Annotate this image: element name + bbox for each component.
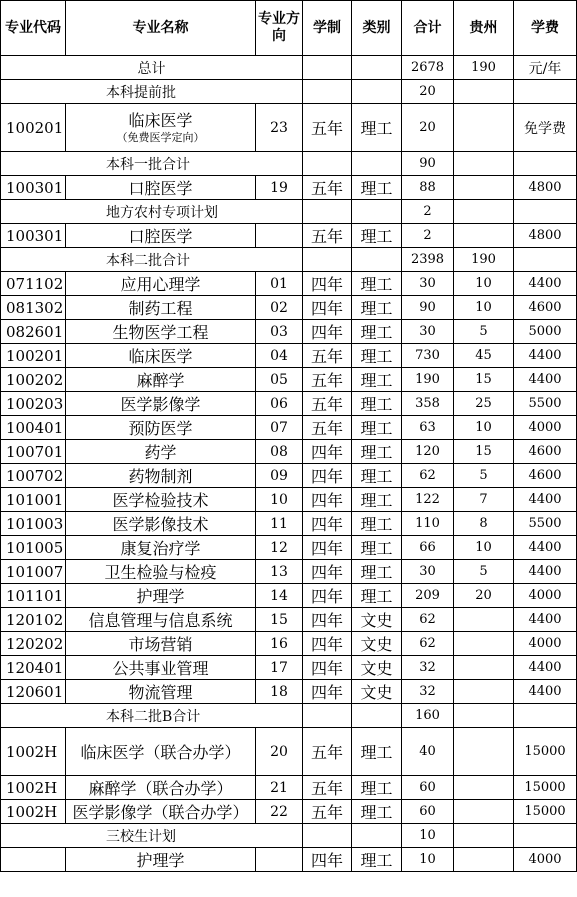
section-label: 三校生计划 [106, 828, 176, 845]
major-total: 190 [402, 368, 454, 392]
major-guizhou [454, 656, 514, 680]
section-fee [514, 704, 577, 728]
table-row [1, 656, 577, 680]
major-fee: 4800 [514, 224, 577, 248]
major-duration: 五年 [303, 416, 352, 440]
major-category: 理工 [352, 464, 402, 488]
major-total: 730 [402, 344, 454, 368]
section-row [1, 824, 577, 848]
major-guizhou: 5 [454, 560, 514, 584]
major-direction: 04 [256, 344, 303, 368]
major-guizhou [454, 608, 514, 632]
major-total: 2 [402, 224, 454, 248]
major-code: 082601 [1, 320, 66, 344]
major-guizhou: 10 [454, 416, 514, 440]
major-total: 120 [402, 440, 454, 464]
header-category: 类别 [352, 1, 402, 56]
header-row [1, 1, 577, 56]
major-fee: 4400 [514, 656, 577, 680]
major-guizhou [454, 800, 514, 824]
major-category: 理工 [352, 320, 402, 344]
major-direction: 17 [256, 656, 303, 680]
major-guizhou [454, 176, 514, 200]
major-category: 理工 [352, 416, 402, 440]
major-direction: 02 [256, 296, 303, 320]
major-name: 药物制剂 [66, 464, 256, 488]
major-fee: 4400 [514, 608, 577, 632]
major-direction: 22 [256, 800, 303, 824]
major-duration: 四年 [303, 464, 352, 488]
major-direction: 10 [256, 488, 303, 512]
major-code: 101001 [1, 488, 66, 512]
major-direction: 09 [256, 464, 303, 488]
table-row [1, 344, 577, 368]
major-total: 30 [402, 560, 454, 584]
major-category: 理工 [352, 272, 402, 296]
table-row [1, 848, 577, 872]
major-total: 60 [402, 800, 454, 824]
major-name-note: （免费医学定向） [116, 130, 205, 144]
major-guizhou: 15 [454, 440, 514, 464]
major-guizhou [454, 632, 514, 656]
major-code [1, 848, 66, 872]
major-total: 30 [402, 272, 454, 296]
major-name: 物流管理 [66, 680, 256, 704]
table-row [1, 488, 577, 512]
major-total: 32 [402, 656, 454, 680]
major-code: 101005 [1, 536, 66, 560]
major-duration: 五年 [303, 800, 352, 824]
section-guizhou [454, 704, 514, 728]
section-label-cell [1, 80, 303, 104]
major-fee: 免学费 [514, 104, 577, 152]
header-total: 合计 [402, 1, 454, 56]
table-row [1, 680, 577, 704]
major-direction: 06 [256, 392, 303, 416]
major-total: 40 [402, 728, 454, 776]
major-name: 制药工程 [66, 296, 256, 320]
major-duration: 四年 [303, 440, 352, 464]
major-total: 209 [402, 584, 454, 608]
major-duration: 四年 [303, 296, 352, 320]
section-duration [303, 248, 352, 272]
section-duration [303, 704, 352, 728]
major-total: 66 [402, 536, 454, 560]
major-name: 卫生检验与检疫 [66, 560, 256, 584]
major-fee: 5000 [514, 320, 577, 344]
major-category: 文史 [352, 656, 402, 680]
major-guizhou [454, 728, 514, 776]
major-name: 市场营销 [66, 632, 256, 656]
major-direction: 05 [256, 368, 303, 392]
section-guizhou: 190 [454, 248, 514, 272]
section-label: 本科一批合计 [106, 156, 190, 173]
table-row [1, 464, 577, 488]
section-total: 2 [402, 200, 454, 224]
major-name: 公共事业管理 [66, 656, 256, 680]
major-category: 理工 [352, 800, 402, 824]
section-guizhou [454, 200, 514, 224]
major-category: 理工 [352, 392, 402, 416]
table-row [1, 800, 577, 824]
major-fee: 4400 [514, 368, 577, 392]
major-category: 文史 [352, 680, 402, 704]
table-row [1, 392, 577, 416]
major-name: 护理学 [66, 848, 256, 872]
major-name: 医学影像学 [66, 392, 256, 416]
major-code: 100301 [1, 224, 66, 248]
major-direction: 23 [256, 104, 303, 152]
section-duration [303, 80, 352, 104]
major-name: 麻醉学（联合办学） [66, 776, 256, 800]
major-duration: 四年 [303, 632, 352, 656]
major-fee: 15000 [514, 800, 577, 824]
major-code: 1002H [1, 728, 66, 776]
major-duration: 五年 [303, 104, 352, 152]
section-total: 160 [402, 704, 454, 728]
major-duration: 四年 [303, 320, 352, 344]
major-code: 100201 [1, 344, 66, 368]
section-total: 90 [402, 152, 454, 176]
major-duration: 四年 [303, 272, 352, 296]
section-label-cell [1, 200, 303, 224]
major-direction: 01 [256, 272, 303, 296]
section-category [352, 152, 402, 176]
major-direction: 11 [256, 512, 303, 536]
major-guizhou: 5 [454, 320, 514, 344]
major-name: 医学检验技术 [66, 488, 256, 512]
table-row [1, 536, 577, 560]
major-duration: 四年 [303, 608, 352, 632]
header-code: 专业代码 [1, 1, 66, 56]
header-direction: 专业方向 [256, 1, 303, 56]
major-name: 临床医学 [66, 344, 256, 368]
table-row [1, 584, 577, 608]
major-direction: 15 [256, 608, 303, 632]
major-name: 临床医学 [128, 110, 193, 130]
section-duration [303, 824, 352, 848]
major-name-cell [66, 104, 256, 152]
major-category: 理工 [352, 488, 402, 512]
major-duration: 五年 [303, 344, 352, 368]
major-fee: 4000 [514, 584, 577, 608]
section-label-cell [1, 248, 303, 272]
section-category [352, 248, 402, 272]
major-fee: 4600 [514, 440, 577, 464]
major-category: 理工 [352, 536, 402, 560]
major-guizhou [454, 104, 514, 152]
major-direction: 13 [256, 560, 303, 584]
major-total: 122 [402, 488, 454, 512]
summary-duration [303, 56, 352, 80]
major-code: 100702 [1, 464, 66, 488]
major-guizhou [454, 776, 514, 800]
major-direction: 14 [256, 584, 303, 608]
major-duration: 四年 [303, 584, 352, 608]
major-category: 理工 [352, 848, 402, 872]
major-direction: 12 [256, 536, 303, 560]
section-label: 本科二批B合计 [106, 708, 201, 725]
major-duration: 五年 [303, 776, 352, 800]
major-code: 100201 [1, 104, 66, 152]
major-guizhou: 25 [454, 392, 514, 416]
table-row [1, 104, 577, 152]
major-code: 101101 [1, 584, 66, 608]
section-label-cell [1, 824, 303, 848]
section-row [1, 248, 577, 272]
header-guizhou: 贵州 [454, 1, 514, 56]
major-guizhou: 8 [454, 512, 514, 536]
table-row [1, 224, 577, 248]
major-fee: 15000 [514, 728, 577, 776]
major-total: 32 [402, 680, 454, 704]
major-code: 100203 [1, 392, 66, 416]
section-row [1, 80, 577, 104]
major-duration: 五年 [303, 392, 352, 416]
major-name: 生物医学工程 [66, 320, 256, 344]
table-row [1, 608, 577, 632]
major-guizhou: 20 [454, 584, 514, 608]
major-code: 120601 [1, 680, 66, 704]
section-duration [303, 200, 352, 224]
table-row [1, 776, 577, 800]
major-category: 理工 [352, 104, 402, 152]
section-total: 10 [402, 824, 454, 848]
summary-fee: 元/年 [514, 56, 577, 80]
major-direction: 18 [256, 680, 303, 704]
major-category: 理工 [352, 296, 402, 320]
major-name: 医学影像学（联合办学） [66, 800, 256, 824]
major-code: 101007 [1, 560, 66, 584]
major-duration: 四年 [303, 680, 352, 704]
major-total: 60 [402, 776, 454, 800]
major-guizhou: 10 [454, 272, 514, 296]
major-category: 理工 [352, 560, 402, 584]
major-category: 理工 [352, 440, 402, 464]
table-row [1, 272, 577, 296]
major-fee: 4400 [514, 344, 577, 368]
major-name: 医学影像技术 [66, 512, 256, 536]
section-row [1, 200, 577, 224]
major-category: 理工 [352, 776, 402, 800]
major-fee: 5500 [514, 392, 577, 416]
major-duration: 四年 [303, 512, 352, 536]
section-fee [514, 824, 577, 848]
major-direction: 16 [256, 632, 303, 656]
major-code: 100202 [1, 368, 66, 392]
major-total: 20 [402, 104, 454, 152]
header-duration: 学制 [303, 1, 352, 56]
major-total: 62 [402, 632, 454, 656]
major-duration: 五年 [303, 368, 352, 392]
table-body [1, 56, 577, 872]
section-fee [514, 200, 577, 224]
major-name: 康复治疗学 [66, 536, 256, 560]
section-total: 2398 [402, 248, 454, 272]
major-fee: 4000 [514, 416, 577, 440]
table-row [1, 320, 577, 344]
major-category: 文史 [352, 608, 402, 632]
major-name: 应用心理学 [66, 272, 256, 296]
section-label-cell [1, 704, 303, 728]
major-duration: 四年 [303, 536, 352, 560]
major-fee: 15000 [514, 776, 577, 800]
summary-category [352, 56, 402, 80]
major-name: 药学 [66, 440, 256, 464]
major-name: 麻醉学 [66, 368, 256, 392]
major-total: 110 [402, 512, 454, 536]
section-row [1, 704, 577, 728]
major-total: 90 [402, 296, 454, 320]
section-category [352, 80, 402, 104]
major-category: 理工 [352, 728, 402, 776]
major-name: 口腔医学 [66, 176, 256, 200]
major-duration: 五年 [303, 728, 352, 776]
major-guizhou [454, 224, 514, 248]
summary-label: 总计 [1, 56, 303, 80]
table-row [1, 296, 577, 320]
major-duration: 五年 [303, 224, 352, 248]
section-guizhou [454, 80, 514, 104]
section-label: 本科提前批 [106, 84, 176, 101]
summary-total: 2678 [402, 56, 454, 80]
major-fee: 4400 [514, 536, 577, 560]
major-name: 护理学 [66, 584, 256, 608]
major-code: 071102 [1, 272, 66, 296]
table-row [1, 560, 577, 584]
section-label: 地方农村专项计划 [106, 204, 218, 221]
major-fee: 5500 [514, 512, 577, 536]
table-row [1, 728, 577, 776]
section-category [352, 824, 402, 848]
major-direction: 19 [256, 176, 303, 200]
major-fee: 4400 [514, 680, 577, 704]
major-fee: 4000 [514, 632, 577, 656]
summary-guizhou: 190 [454, 56, 514, 80]
table-row [1, 440, 577, 464]
major-name: 预防医学 [66, 416, 256, 440]
section-guizhou [454, 824, 514, 848]
major-total: 63 [402, 416, 454, 440]
section-category [352, 200, 402, 224]
major-guizhou [454, 848, 514, 872]
major-guizhou: 15 [454, 368, 514, 392]
major-guizhou: 10 [454, 536, 514, 560]
section-label: 本科二批合计 [106, 252, 190, 269]
section-duration [303, 152, 352, 176]
major-code: 100301 [1, 176, 66, 200]
major-direction [256, 224, 303, 248]
major-code: 1002H [1, 800, 66, 824]
major-code: 120202 [1, 632, 66, 656]
major-fee: 4400 [514, 488, 577, 512]
major-code: 100401 [1, 416, 66, 440]
major-fee: 4600 [514, 296, 577, 320]
major-total: 62 [402, 464, 454, 488]
major-fee: 4400 [514, 560, 577, 584]
major-code: 120401 [1, 656, 66, 680]
major-guizhou: 5 [454, 464, 514, 488]
major-code: 120102 [1, 608, 66, 632]
major-category: 理工 [352, 176, 402, 200]
section-fee [514, 152, 577, 176]
major-code: 101003 [1, 512, 66, 536]
major-code: 100701 [1, 440, 66, 464]
major-name: 临床医学（联合办学） [66, 728, 256, 776]
major-name: 口腔医学 [66, 224, 256, 248]
section-total: 20 [402, 80, 454, 104]
header-name: 专业名称 [66, 1, 256, 56]
major-code: 1002H [1, 776, 66, 800]
table-row [1, 176, 577, 200]
major-total: 10 [402, 848, 454, 872]
major-category: 理工 [352, 368, 402, 392]
major-guizhou: 7 [454, 488, 514, 512]
section-fee [514, 80, 577, 104]
major-total: 62 [402, 608, 454, 632]
major-duration: 四年 [303, 488, 352, 512]
table-row [1, 512, 577, 536]
major-total: 30 [402, 320, 454, 344]
major-duration: 四年 [303, 656, 352, 680]
major-guizhou [454, 680, 514, 704]
major-total: 358 [402, 392, 454, 416]
section-label-cell [1, 152, 303, 176]
major-direction: 21 [256, 776, 303, 800]
table-row [1, 632, 577, 656]
major-direction: 20 [256, 728, 303, 776]
major-category: 文史 [352, 632, 402, 656]
major-direction [256, 848, 303, 872]
major-category: 理工 [352, 344, 402, 368]
table-row [1, 416, 577, 440]
major-category: 理工 [352, 512, 402, 536]
major-guizhou: 45 [454, 344, 514, 368]
major-fee: 4800 [514, 176, 577, 200]
major-direction: 03 [256, 320, 303, 344]
major-direction: 07 [256, 416, 303, 440]
major-duration: 四年 [303, 560, 352, 584]
summary-row [1, 56, 577, 80]
section-guizhou [454, 152, 514, 176]
major-fee: 4600 [514, 464, 577, 488]
section-fee [514, 248, 577, 272]
table-row [1, 368, 577, 392]
major-duration: 五年 [303, 176, 352, 200]
major-category: 理工 [352, 584, 402, 608]
major-duration: 四年 [303, 848, 352, 872]
major-guizhou: 10 [454, 296, 514, 320]
major-category: 理工 [352, 224, 402, 248]
major-code: 081302 [1, 296, 66, 320]
section-category [352, 704, 402, 728]
header-fee: 学费 [514, 1, 577, 56]
major-name: 信息管理与信息系统 [66, 608, 256, 632]
major-direction: 08 [256, 440, 303, 464]
major-fee: 4000 [514, 848, 577, 872]
section-row [1, 152, 577, 176]
major-total: 88 [402, 176, 454, 200]
major-fee: 4400 [514, 272, 577, 296]
